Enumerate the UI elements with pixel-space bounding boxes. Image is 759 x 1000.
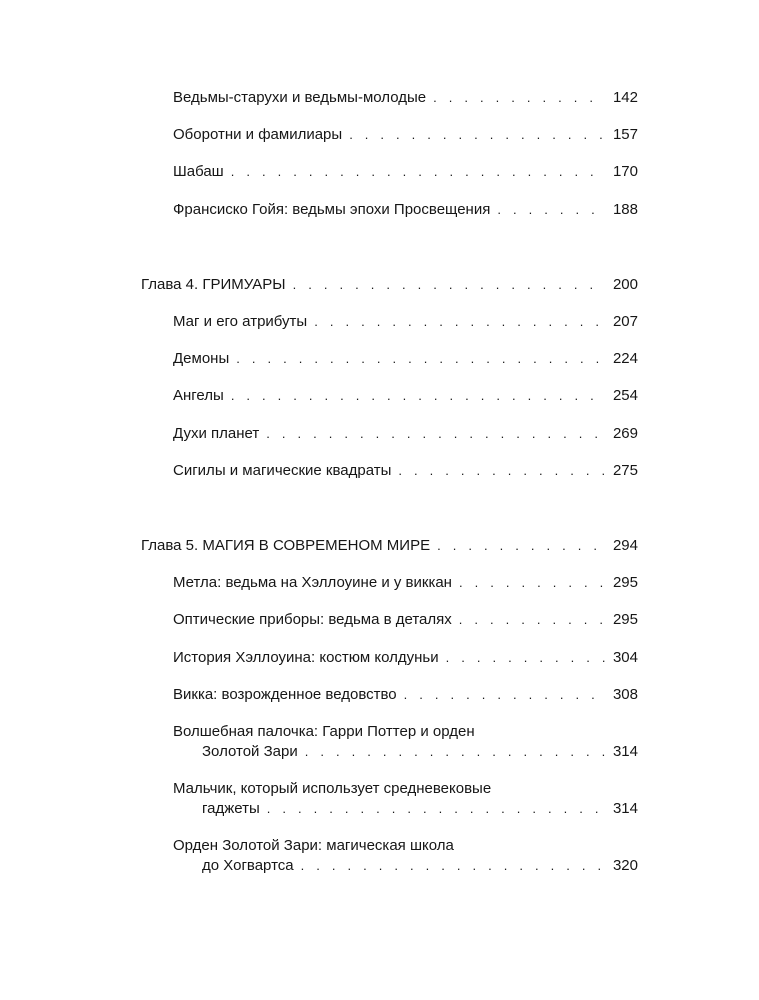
- dot-leader: [349, 126, 606, 144]
- toc-entry[interactable]: [173, 574, 638, 592]
- toc-entry-page: 314: [612, 743, 638, 760]
- dot-leader: [459, 611, 606, 629]
- chapter-page: 200: [612, 276, 638, 293]
- toc-entry-title: Ангелы: [173, 387, 224, 404]
- toc-entry-title: Оптические приборы: ведьма в деталях: [173, 611, 452, 628]
- dot-leader: [266, 425, 606, 443]
- toc-entry-page: 295: [612, 574, 638, 591]
- dot-leader: [305, 743, 606, 761]
- toc-entry-title: История Хэллоуина: костюм колдуньи: [173, 649, 439, 666]
- toc-entry[interactable]: [173, 387, 638, 405]
- toc-entry-page: 275: [612, 462, 638, 479]
- toc-entry-title: Метла: ведьма на Хэллоуине и у виккан: [173, 574, 452, 591]
- toc-entry[interactable]: [173, 686, 638, 704]
- toc-entry-title: Оборотни и фамилиары: [173, 126, 343, 143]
- toc-entry[interactable]: [173, 723, 638, 761]
- toc-entry[interactable]: [173, 201, 638, 219]
- toc-entry-title: Шабаш: [173, 163, 224, 180]
- toc-entry-page: 304: [612, 649, 638, 666]
- toc-entry-page: 320: [612, 857, 638, 874]
- dot-leader: [314, 313, 606, 331]
- dot-leader: [446, 649, 606, 667]
- dot-leader: [433, 89, 606, 107]
- dot-leader: [231, 387, 606, 405]
- toc-entry[interactable]: [173, 313, 638, 331]
- toc-entry[interactable]: [173, 780, 638, 818]
- toc-entry-page: 170: [612, 163, 638, 180]
- toc-entry-page: 188: [612, 201, 638, 218]
- toc-entry[interactable]: [173, 350, 638, 368]
- toc-entry[interactable]: [173, 462, 638, 480]
- toc-entry-title: Франсиско Гойя: ведьмы эпохи Просвещения: [173, 201, 491, 218]
- toc-chapter-4[interactable]: [141, 276, 638, 294]
- chapter-title: Глава 5. МАГИЯ В СОВРЕМЕНОМ МИРЕ: [141, 537, 431, 554]
- toc-entry-page: 254: [612, 387, 638, 404]
- toc-entry[interactable]: [173, 611, 638, 629]
- dot-leader: [437, 537, 606, 555]
- dot-leader: [398, 462, 606, 480]
- toc-entry-title-line2: до Хогвартса: [202, 857, 294, 874]
- toc-entry-page: 142: [612, 89, 638, 106]
- toc-entry-page: 207: [612, 313, 638, 330]
- dot-leader: [404, 686, 606, 704]
- toc-entry[interactable]: [173, 163, 638, 181]
- toc-entry-page: 295: [612, 611, 638, 628]
- dot-leader: [267, 800, 606, 818]
- toc-entry-title: Сигилы и магические квадраты: [173, 462, 392, 479]
- toc-entry-page: 269: [612, 425, 638, 442]
- toc-entry[interactable]: [173, 649, 638, 667]
- toc-entry-page: 308: [612, 686, 638, 703]
- toc-entry-title-line1: Волшебная палочка: Гарри Поттер и орден: [173, 723, 475, 740]
- dot-leader: [236, 350, 606, 368]
- toc-entry-title: Демоны: [173, 350, 230, 367]
- toc-entry-page: 157: [612, 126, 638, 143]
- toc-entry-title-line2: Золотой Зари: [202, 743, 298, 760]
- toc-entry-title: Маг и его атрибуты: [173, 313, 308, 330]
- toc-entry[interactable]: [173, 89, 638, 107]
- toc-entry-title: Ведьмы-старухи и ведьмы-молодые: [173, 89, 427, 106]
- toc-entry-title-line1: Орден Золотой Зари: магическая школа: [173, 837, 454, 854]
- dot-leader: [301, 857, 606, 875]
- chapter-title: Глава 4. ГРИМУАРЫ: [141, 276, 286, 293]
- dot-leader: [497, 201, 606, 219]
- dot-leader: [293, 276, 606, 294]
- toc-entry-title-line2: гаджеты: [202, 800, 260, 817]
- toc-entry-title: Духи планет: [173, 425, 260, 442]
- toc-entry[interactable]: [173, 837, 638, 875]
- chapter-page: 294: [612, 537, 638, 554]
- toc-entry[interactable]: [173, 425, 638, 443]
- toc-entry-page: 224: [612, 350, 638, 367]
- toc-chapter-5[interactable]: [141, 537, 638, 555]
- toc-entry-title: Викка: возрожденное ведовство: [173, 686, 397, 703]
- toc-entry[interactable]: [173, 126, 638, 144]
- dot-leader: [231, 163, 606, 181]
- toc-entry-title-line1: Мальчик, который использует средневековые: [173, 780, 492, 797]
- dot-leader: [459, 574, 606, 592]
- toc-entry-page: 314: [612, 800, 638, 817]
